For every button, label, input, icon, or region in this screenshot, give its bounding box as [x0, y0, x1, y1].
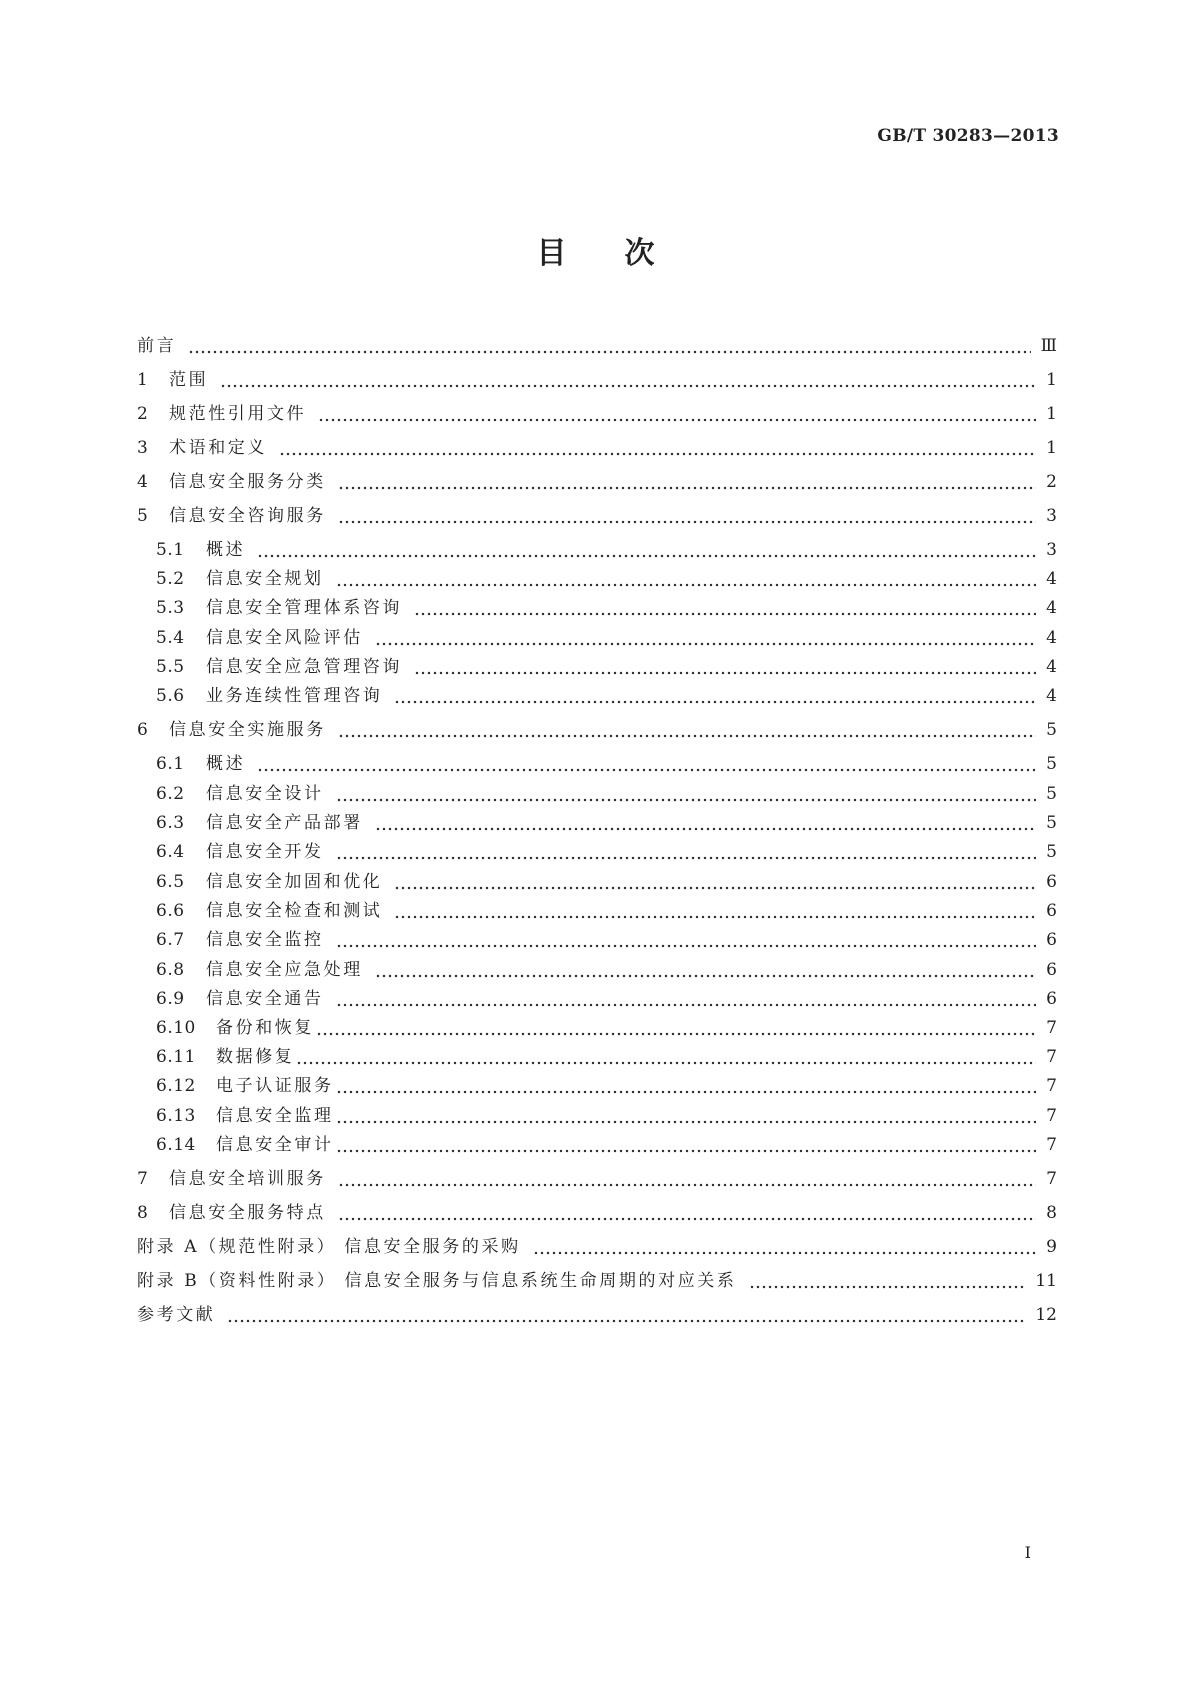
toc-entry-page: 3: [1046, 540, 1057, 560]
toc-dot-leader: [338, 717, 1036, 743]
toc-entry-label: 信息安全加固和优化: [206, 872, 383, 892]
toc-entry-label: 信息安全实施服务: [169, 720, 326, 740]
toc-entry[interactable]: [156, 537, 1057, 563]
toc-entry-page: 5: [1046, 813, 1057, 833]
toc-entry-page: 4: [1046, 686, 1057, 706]
toc-entry[interactable]: [156, 898, 1057, 924]
toc-entry-page: 4: [1046, 569, 1057, 589]
toc-entry-label: 规范性引用文件: [169, 404, 307, 424]
toc-entry-page: 6: [1046, 872, 1057, 892]
toc-entry-label: 参考文献: [137, 1305, 216, 1325]
toc-entry-page: 6: [1046, 960, 1057, 980]
toc-entry-number: 5.6: [156, 686, 185, 706]
toc-entry-label: 概述: [206, 754, 246, 774]
toc-entry-page: 6: [1046, 930, 1057, 950]
toc-dot-leader: [257, 751, 1036, 777]
toc-dot-leader: [414, 654, 1036, 680]
toc-entry-label: 前言: [137, 336, 177, 356]
toc-entry-number: 2: [137, 404, 149, 424]
toc-entry-number: 4: [137, 472, 149, 492]
toc-entry[interactable]: [137, 435, 1057, 461]
toc-entry-label: 信息安全培训服务: [169, 1169, 326, 1189]
toc-entry-page: 8: [1046, 1203, 1057, 1223]
toc-entry-label: 信息安全检查和测试: [206, 901, 383, 921]
toc-entry-number: 6.13: [156, 1106, 196, 1126]
toc-entry-number: 3: [137, 438, 149, 458]
toc-entry-number: 5.3: [156, 598, 185, 618]
toc-dot-leader: [318, 401, 1036, 427]
toc-entry-page: 7: [1046, 1135, 1057, 1155]
page-title: 目次: [536, 236, 713, 271]
toc-dot-leader: [279, 435, 1036, 461]
toc-entry-label: 附录 A（规范性附录） 信息安全服务的采购: [137, 1237, 521, 1257]
toc-dot-leader: [394, 898, 1036, 924]
toc-entry-number: 6.12: [156, 1076, 196, 1096]
toc-dot-leader: [257, 537, 1036, 563]
toc-dot-leader: [336, 781, 1037, 807]
toc-entry-number: 6.8: [156, 960, 185, 980]
toc-dot-leader: [338, 469, 1036, 495]
toc-entry[interactable]: [156, 810, 1057, 836]
toc-entry-page: 5: [1046, 720, 1057, 740]
toc-entry-number: 8: [137, 1203, 149, 1223]
toc-entry-label: 信息安全规划: [206, 569, 324, 589]
toc-entry[interactable]: [156, 927, 1057, 953]
toc-dot-leader: [394, 869, 1036, 895]
toc-entry[interactable]: [156, 1103, 1057, 1129]
toc-entry-page: 4: [1046, 657, 1057, 677]
toc-entry[interactable]: [137, 503, 1057, 529]
toc-entry[interactable]: [137, 469, 1057, 495]
toc-dot-leader: [316, 1015, 1036, 1041]
toc-entry-label: 信息安全通告: [206, 989, 324, 1009]
toc-entry[interactable]: [137, 1166, 1057, 1192]
toc-entry[interactable]: [156, 1073, 1057, 1099]
toc-entry-label: 范围: [169, 370, 209, 390]
toc-dot-leader: [375, 957, 1036, 983]
toc-dot-leader: [338, 1200, 1036, 1226]
toc-dot-leader: [220, 367, 1036, 393]
toc-entry-label: 信息安全应急处理: [206, 960, 363, 980]
toc-entry-label: 信息安全咨询服务: [169, 506, 326, 526]
toc-entry-number: 6: [137, 720, 149, 740]
toc-entry-number: 6.3: [156, 813, 185, 833]
toc-dot-leader: [533, 1234, 1036, 1260]
toc-dot-leader: [188, 333, 1030, 359]
toc-entry-page: 1: [1046, 404, 1057, 424]
toc-dot-leader: [414, 595, 1036, 621]
toc-entry[interactable]: [156, 1044, 1057, 1070]
toc-entry-label: 信息安全监控: [206, 930, 324, 950]
toc-entry-page: 1: [1046, 370, 1057, 390]
toc-entry[interactable]: [156, 595, 1057, 621]
toc-entry-number: 5.4: [156, 628, 185, 648]
toc-entry-page: 2: [1046, 472, 1057, 492]
toc-entry[interactable]: [137, 333, 1057, 359]
toc-entry[interactable]: [137, 1200, 1057, 1226]
toc-entry-page: 5: [1046, 842, 1057, 862]
toc-entry-label: 附录 B（资料性附录） 信息安全服务与信息系统生命周期的对应关系: [137, 1271, 737, 1291]
toc-entry-number: 5: [137, 506, 149, 526]
toc-entry-number: 6.11: [156, 1047, 196, 1067]
toc-entry[interactable]: [156, 751, 1057, 777]
toc-entry-number: 7: [137, 1169, 149, 1189]
toc-entry-label: 信息安全应急管理咨询: [206, 657, 402, 677]
toc-entry[interactable]: [137, 1268, 1057, 1294]
toc-entry[interactable]: [156, 654, 1057, 680]
toc-entry-page: 6: [1046, 901, 1057, 921]
toc-entry-number: 6.14: [156, 1135, 196, 1155]
toc-entry-number: 5.5: [156, 657, 185, 677]
toc-entry-page: 5: [1046, 754, 1057, 774]
toc-entry-number: 6.2: [156, 784, 185, 804]
toc-dot-leader: [338, 503, 1036, 529]
toc-entry-number: 1: [137, 370, 149, 390]
toc-entry[interactable]: [156, 839, 1057, 865]
toc-dot-leader: [336, 1073, 1037, 1099]
toc-entry-number: 5.2: [156, 569, 185, 589]
toc-entry-page: Ⅲ: [1040, 336, 1057, 356]
toc-entry-page: 4: [1046, 628, 1057, 648]
toc-dot-leader: [749, 1268, 1026, 1294]
toc-entry[interactable]: [156, 781, 1057, 807]
toc-entry-label: 信息安全产品部署: [206, 813, 363, 833]
toc-dot-leader: [338, 1166, 1036, 1192]
toc-dot-leader: [375, 625, 1036, 651]
toc-dot-leader: [336, 1132, 1037, 1158]
toc-dot-leader: [336, 986, 1037, 1012]
toc-entry-page: 5: [1046, 784, 1057, 804]
toc-entry-page: 1: [1046, 438, 1057, 458]
toc-entry-label: 信息安全风险评估: [206, 628, 363, 648]
toc-entry[interactable]: [156, 957, 1057, 983]
toc-entry-page: 4: [1046, 598, 1057, 618]
toc-entry-page: 7: [1046, 1169, 1057, 1189]
toc-entry-number: 6.9: [156, 989, 185, 1009]
page-number: I: [1024, 1543, 1031, 1562]
toc-entry[interactable]: [137, 1234, 1057, 1260]
toc-entry-page: 7: [1046, 1076, 1057, 1096]
toc-entry-number: 5.1: [156, 540, 185, 560]
toc-entry[interactable]: [137, 1302, 1057, 1328]
toc-entry-label: 概述: [206, 540, 246, 560]
toc-dot-leader: [375, 810, 1036, 836]
toc-entry-page: 7: [1046, 1106, 1057, 1126]
toc-entry[interactable]: [137, 717, 1057, 743]
toc-entry[interactable]: [156, 566, 1057, 592]
toc-entry-label: 信息安全开发: [206, 842, 324, 862]
toc-dot-leader: [336, 1103, 1037, 1129]
toc-entry-label: 信息安全监理: [216, 1106, 334, 1126]
standard-number: GB/T 30283—2013: [877, 126, 1059, 146]
toc-entry-label: 信息安全审计: [216, 1135, 334, 1155]
toc-entry-label: 术语和定义: [169, 438, 267, 458]
toc-entry[interactable]: [156, 1015, 1057, 1041]
toc-entry-page: 7: [1046, 1047, 1057, 1067]
toc-entry-label: 业务连续性管理咨询: [206, 686, 383, 706]
toc-entry-number: 6.10: [156, 1018, 196, 1038]
toc-entry-number: 6.4: [156, 842, 185, 862]
toc-entry-number: 6.6: [156, 901, 185, 921]
toc-entry[interactable]: [156, 1132, 1057, 1158]
toc-entry[interactable]: [156, 869, 1057, 895]
toc-dot-leader: [336, 839, 1037, 865]
toc-entry-number: 6.5: [156, 872, 185, 892]
toc-entry-number: 6.1: [156, 754, 185, 774]
toc-entry-page: 7: [1046, 1018, 1057, 1038]
toc-entry[interactable]: [156, 625, 1057, 651]
toc-entry-label: 信息安全服务分类: [169, 472, 326, 492]
toc-entry-number: 6.7: [156, 930, 185, 950]
toc-entry[interactable]: [137, 367, 1057, 393]
toc-dot-leader: [227, 1302, 1025, 1328]
toc-entry-label: 备份和恢复: [216, 1018, 314, 1038]
toc-entry[interactable]: [156, 683, 1057, 709]
toc-entry-page: 11: [1035, 1271, 1057, 1291]
toc-entry[interactable]: [137, 401, 1057, 427]
toc-entry-page: 12: [1035, 1305, 1057, 1325]
toc-dot-leader: [394, 683, 1036, 709]
toc-entry-page: 6: [1046, 989, 1057, 1009]
toc-entry-page: 3: [1046, 506, 1057, 526]
toc-entry-label: 信息安全服务特点: [169, 1203, 326, 1223]
toc-dot-leader: [296, 1044, 1036, 1070]
toc-entry-page: 9: [1046, 1237, 1057, 1257]
toc-entry[interactable]: [156, 986, 1057, 1012]
toc-entry-label: 数据修复: [216, 1047, 295, 1067]
toc-entry-label: 信息安全设计: [206, 784, 324, 804]
toc-dot-leader: [336, 927, 1037, 953]
toc-entry-label: 电子认证服务: [216, 1076, 334, 1096]
toc-dot-leader: [336, 566, 1037, 592]
toc-entry-label: 信息安全管理体系咨询: [206, 598, 402, 618]
